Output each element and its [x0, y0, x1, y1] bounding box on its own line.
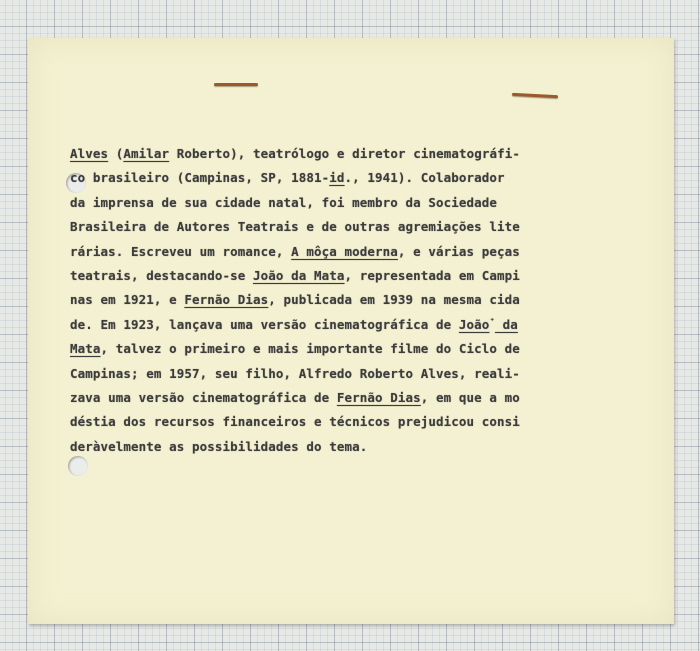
- text-line: de. Em 1923, lançava uma versão cinematográfica de João⁺ da: [70, 316, 518, 332]
- text-line: Brasileira de Autores Teatrais e de outras agremiações lite: [70, 219, 520, 235]
- underlined-title: Mata: [70, 341, 101, 357]
- text-line: Mata, talvez o primeiro e mais importante filme do Ciclo de: [70, 341, 520, 357]
- underlined-title: João da Mata: [253, 268, 345, 284]
- text-line: co brasileiro (Campinas, SP, 1881-id., 1941). Colaborador: [70, 170, 505, 186]
- text-line: deràvelmente as possibilidades do tema.: [70, 438, 368, 454]
- underlined-title: João: [458, 316, 490, 332]
- text-line: nas em 1921, e Fernão Dias, publicada em 1939 na mesma cida: [70, 292, 520, 308]
- superscript-mark: ⁺: [489, 316, 495, 327]
- underlined-name: Amilar: [123, 146, 170, 161]
- text-line: déstia dos recursos financeiros e técnicos prejudicou consi: [70, 414, 520, 430]
- underlined-surname: Alves: [70, 146, 109, 161]
- staple-mark-left: [214, 83, 258, 86]
- text-line: Campinas; em 1957, seu filho, Alfredo Roberto Alves, reali-: [70, 365, 520, 381]
- text-line: da imprensa de sua cidade natal, foi membro da Sociedade: [70, 194, 498, 210]
- underlined-idem: id: [329, 170, 345, 186]
- text-line: rárias. Escreveu um romance, A môça moderna, e várias peças: [70, 243, 520, 259]
- text-line: Alves (Amilar Roberto), teatrólogo e diretor cinematográfi-: [70, 146, 520, 161]
- underlined-title: Fernão Dias: [336, 390, 421, 406]
- text-line: zava uma versão cinematográfica de Fernão Dias, em que a mo: [70, 390, 520, 406]
- text-line: teatrais, destacando-se João da Mata, representada em Campi: [70, 268, 520, 284]
- staple-mark-right: [512, 93, 558, 98]
- underlined-title: Fernão Dias: [184, 292, 269, 308]
- typed-entry-text: [70, 142, 520, 459]
- underlined-title: A môça moderna: [291, 243, 398, 259]
